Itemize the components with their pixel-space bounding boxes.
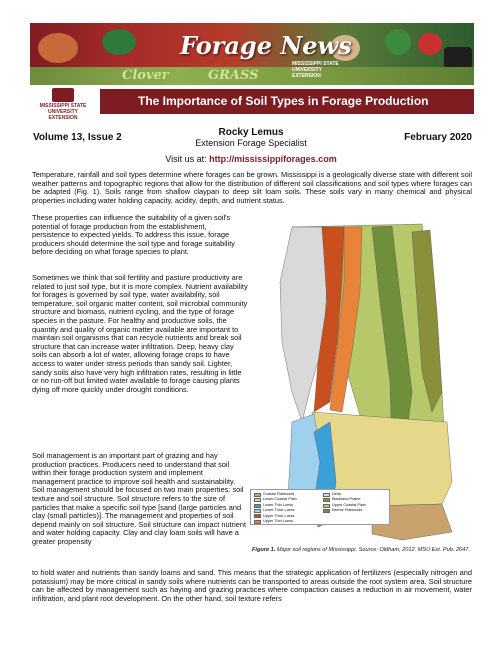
masthead-banner — [30, 23, 474, 85]
legend-swatch — [254, 493, 261, 497]
author-name: Rocky Lemus — [218, 127, 284, 138]
masthead-title: Forage News — [180, 31, 352, 60]
issue-date: February 2020 — [404, 132, 472, 143]
legend-label: Lower Thick Loess — [263, 508, 295, 513]
beef-image — [418, 33, 442, 55]
visit-label: Visit us at: — [165, 154, 207, 164]
caption-label: Figure 1. — [252, 547, 276, 553]
legend-swatch — [254, 514, 261, 518]
logo-line-3: EXTENSION — [48, 115, 78, 121]
legend-swatch — [323, 509, 330, 513]
paragraph-fertility: Sometimes we think that soil fertility and pasture productivity are related to just soil type, but it is more complex. Nutrient availability for forages is governed by soil type, water availability, soil temperature, soil organic matter content, soil microbial community structure and biomass, nutrient cycling, and the type of forage species in the pasture. For healthy and productive soils, the quantity and quality of organic matter available are important to maintain soil organisms that can recycle nutrients and break soil structure that can increase water infiltration. Deep, heavy clay soils can absorb a lot of water, allowing forage crops to have access to water under stress periods than sandy soil. Lighter, sandy soils also have very high infiltration rates, resulting in little or no run-off but limited water available to forage causing plants dying off more quickly under drought conditions. — [32, 273, 248, 394]
legend-item — [254, 519, 297, 524]
goat-image — [102, 29, 136, 55]
legend-column-2 — [323, 492, 366, 514]
legend-column-1 — [254, 492, 297, 524]
legend-label: Delta — [332, 492, 341, 496]
legend-label: Lower Thin Loess — [263, 502, 293, 507]
cow-image — [444, 47, 472, 69]
logo-mark — [52, 88, 74, 102]
legend-label: Interior Flatwoods — [332, 508, 363, 513]
legend-label: Blackland Prairie — [332, 497, 361, 502]
legend-swatch — [254, 509, 261, 513]
legend-swatch — [323, 504, 330, 508]
legend-item — [323, 508, 366, 513]
caption-text: Major soil regions of Mississippi. Source: Oldham, 2012. MSU Ext. Pub. 2647. — [276, 547, 470, 553]
legend-swatch — [323, 498, 330, 502]
legend-label: Lower Coastal Plain — [263, 497, 297, 502]
article-title: The Importance of Soil Types in Forage Production — [100, 89, 474, 114]
logo-line-1: MISSISSIPPI STATE — [39, 103, 87, 109]
recycle-image — [385, 29, 411, 55]
clover-label: Clover — [122, 68, 169, 83]
logo-line-2: UNIVERSITY — [47, 109, 78, 115]
legend-swatch — [254, 498, 261, 502]
legend-label: Upper Coastal Plain — [332, 502, 366, 507]
figure-caption — [252, 547, 474, 553]
map-legend — [250, 489, 390, 525]
paragraph-management: Soil management is an important part of grazing and hay production practices. Producers need to understand that soil within their forage production system and implement management practice to improve soil health and sustainability. Soil management should be focused on two main properties: soil texture and soil structure. Soil structure refers to the size of particles that make a specific soil type [sand (large particles and clay (small particles)]. The management and properties of soil depend mainly on soil structure. Soil structure can impact nutrient and water holding capacity. Clay and clay loam soils will have a greater propensity — [32, 451, 247, 546]
legend-label: Upper Thin Loess — [263, 519, 293, 524]
legend-label: Upper Thick Loess — [263, 513, 295, 518]
paragraph-texture: to hold water and nutrients than sandy loams and sand. This means that the strategic application of fertilizers (especially nitrogen and potassium) may be more critical in sandy soils where nutrients can be transported to areas outside the root system area. Soil structure can be affected by management such as haying and grazing practices where compaction causes a reduction in air movement, water infiltration, and plant root development. On the other hand, soil texture refers — [32, 568, 472, 603]
horse-image — [38, 33, 78, 63]
legend-swatch — [323, 493, 330, 497]
legend-swatch — [254, 520, 261, 524]
legend-label: Coastal Flatwoods — [263, 492, 295, 496]
grass-label: GRASS — [208, 68, 259, 83]
paragraph-intro: Temperature, rainfall and soil types determine where forages can be grown. Mississippi is a geologically diverse state with different soil weather patterns and topographic regions that allow for the distribution of different soil classifications and soil types where forages can be adapted (Fig. 1). Soils range from shallow claypan to deep silt loam soils. These soils vary in many chemical and physical properties including water holding capacity, acidity, depth, and nutrient status. — [32, 170, 472, 205]
msu-extension-logo — [32, 88, 94, 126]
legend-swatch — [254, 504, 261, 508]
msu-banner-label: MISSISSIPPI STATE UNIVERSITY EXTENSION — [292, 61, 339, 79]
website-link[interactable]: http://mississippiforages.com — [209, 154, 337, 164]
visit-line — [0, 154, 502, 164]
issue-label: Volume 13, Issue 2 — [33, 132, 122, 143]
author-role: Extension Forage Specialist — [195, 138, 307, 148]
paragraph-intro-cont: These properties can influence the suitability of a given soil's potential of forage production from the establishment, persistence to expected yields. To address this issue, forage producers should determine the soil type and forage suitability before deciding on what forage species to plant. — [32, 213, 235, 257]
